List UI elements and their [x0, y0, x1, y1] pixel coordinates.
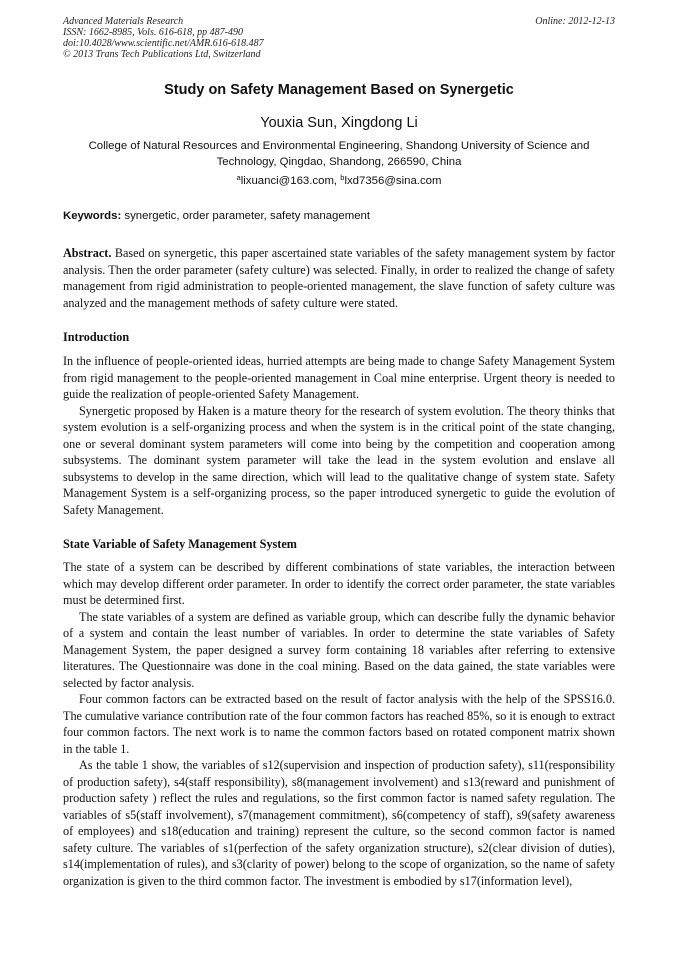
- paragraph: The state of a system can be described by different combinations of state variables, the interaction between which may develop different order parameter. In order to identify the correct order parameter, the state variables must be determined first.: [63, 560, 615, 607]
- online-date: Online: 2012-12-13: [535, 16, 615, 27]
- abstract-label: Abstract.: [63, 246, 112, 260]
- doi-line: doi:10.4028/www.scientific.net/AMR.616-618.487: [63, 38, 264, 49]
- paragraph: The state variables of a system are defined as variable group, which can describe fully the dynamic behavior of a system and contain the least number of variables. In order to determine the state variables of Safety Management System, the paper designed a survey form containing 18 variables after referring to extensive literatures. The Questionnaire was done in the coal mining. Based on the data gained, the state variables were selected by factor analysis.: [63, 609, 615, 690]
- paper-authors: Youxia Sun, Xingdong Li: [260, 115, 418, 131]
- author-emails: [0, 173, 678, 187]
- paragraph: Synergetic proposed by Haken is a mature theory for the research of system evolution. The theory thinks that system evolution is a self-organizing process and when the system is in the critical point of the state changing, one or several dominant system parameters will come into being by the competition and cooperation among subsystems. The dominant system parameter will take the lead in the system evolution and enslave all subsystems to develop in the same direction, which will lead to the qualitative change of system state. Safety Management System is a self-organizing process, so the paper introduced synergetic to guide the evolution of Safety Management.: [63, 403, 615, 517]
- paragraph: Four common factors can be extracted based on the result of factor analysis with the help of the SPSS16.0. The cumulative variance contribution rate of the four common factors has reached 85%, so it is enough to extract four common factors. The next work is to name the common factors based on rotated component matrix shown in the table 1.: [63, 692, 615, 756]
- issn-line: ISSN: 1662-8985, Vols. 616-618, pp 487-490: [63, 27, 243, 38]
- copyright-line: © 2013 Trans Tech Publications Ltd, Switzerland: [63, 49, 261, 60]
- email-a: lixuanci@163.com,: [240, 175, 341, 187]
- keywords: [63, 210, 615, 222]
- keywords-label: Keywords:: [63, 210, 122, 222]
- paragraph: In the influence of people-oriented ideas, hurried attempts are being made to change Safety Management System from rigid management to the people-oriented management in Coal mine enterprise. Urgent theory is needed to guide the realization of people-oriented Safety Management.: [63, 354, 615, 401]
- email-b-marker: b: [340, 173, 345, 182]
- abstract-text: Based on synergetic, this paper ascertained state variables of the safety management system by factor analysis. Then the order parameter (safety culture) was selected. Finally, in order to realized the change of safety management from rigid administration to people-oriented management, the slave function of safety culture was analyzed and the management methods of safety culture were stated.: [63, 246, 615, 310]
- introduction-body: [63, 353, 615, 518]
- abstract: [63, 245, 615, 311]
- section-heading-state-variable: State Variable of Safety Management System: [63, 537, 297, 551]
- state-variable-body: [63, 559, 615, 889]
- email-a-marker: a: [236, 173, 241, 182]
- keywords-text: synergetic, order parameter, safety management: [121, 210, 371, 222]
- paragraph: As the table 1 show, the variables of s12(supervision and inspection of production safety), s11(responsibility of production safety), s4(staff responsibility), s8(management involvement) and s13(reward and punishment of production safety ) reflect the rules and regulations, so the first common factor is named safety regulation. The variables of s5(staff involvement), s7(management commitment), s6(competency of staff), s9(safety awareness of employees) and s18(education and training) represent the culture, so the second common factor is named safety culture. The variables of s1(perfection of the safety organization structure), s2(clear division of duties), s14(implementation of rules), and s3(clarity of power) belong to the scope of organization, so the name of safety organization is given to the third common factor. The investment is embodied by s17(information level),: [63, 758, 615, 888]
- author-affiliation: College of Natural Resources and Environmental Engineering, Shandong University of Science and Technology, Qingdao, Shandong, 266590, China: [88, 140, 590, 168]
- journal-name: Advanced Materials Research: [63, 16, 184, 27]
- email-b: lxd7356@sina.com: [344, 175, 442, 187]
- publication-header: [63, 16, 615, 60]
- section-heading-introduction: Introduction: [63, 330, 130, 344]
- paper-title: Study on Safety Management Based on Synergetic: [164, 82, 514, 98]
